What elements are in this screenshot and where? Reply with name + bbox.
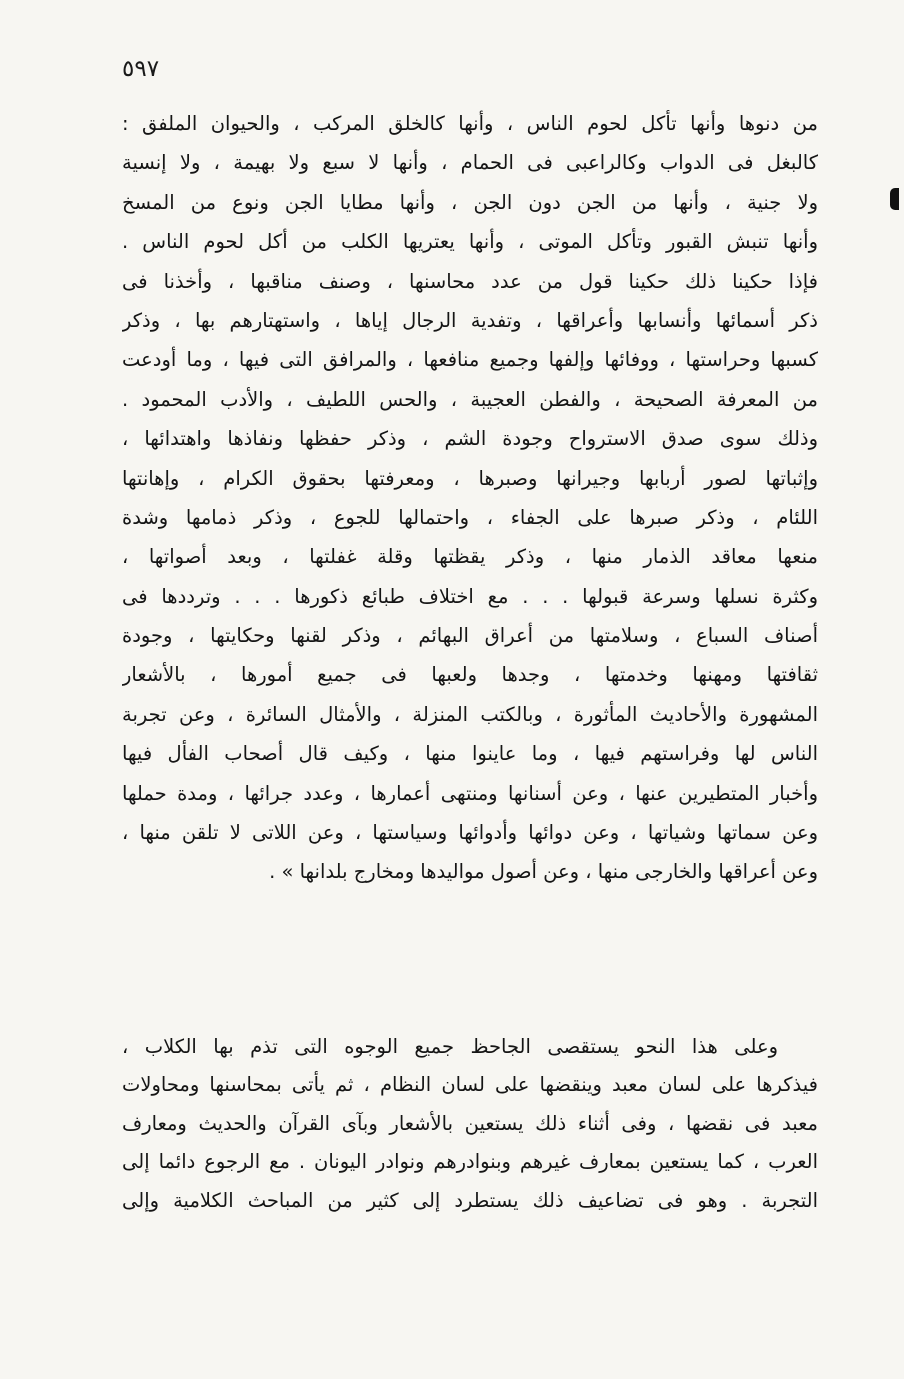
- text-line: وإثباتها لصور أربابها وجيرانها وصبرها ، ومعرفتها بحقوق الكرام ، وإهانتها: [122, 466, 818, 490]
- text-line: اللئام ، وذكر صبرها على الجفاء ، واحتمالها للجوع ، وذكر ذمامها وشدة: [122, 505, 818, 529]
- text-line: العرب ، كما يستعين بمعارف غيرهم وبنوادرهم ونوادر اليونان . مع الرجوع دائما إلى: [122, 1150, 818, 1174]
- text-line: منعها معاقد الذمار منها ، وذكر يقظتها وقلة غفلتها ، وبعد أصواتها ،: [122, 545, 818, 569]
- text-line: ذكر أسمائها وأنسابها وأعراقها ، وتفدية الرجال إياها ، واستهتارهم بها ، وذكر: [122, 308, 818, 332]
- text-line: وعن أعراقها والخارجى منها ، وعن أصول مواليدها ومخارج بلدانها » .: [269, 860, 818, 884]
- text-line: التجربة . وهو فى تضاعيف ذلك يستطرد إلى كثير من المباحث الكلامية وإلى: [122, 1188, 818, 1212]
- text-line: ولا جنية ، وأنها من الجن دون الجن ، وأنها مطايا الجن ونوع من المسخ: [122, 190, 818, 214]
- margin-ink-mark: [890, 188, 899, 210]
- paragraph-2: [122, 1028, 818, 1220]
- text-line: المشهورة والأحاديث المأثورة ، وبالكتب المنزلة ، والأمثال السائرة ، وعن تجربة: [122, 702, 818, 726]
- text-line: وعن سماتها وشياتها ، وعن دوائها وأدوائها وسياستها ، وعن اللاتى لا تلقن منها ،: [122, 821, 818, 845]
- text-line: ثقافتها ومهنها وخدمتها ، وجدها ولعبها فى جميع أمورها ، بالأشعار: [122, 663, 818, 687]
- text-line: وعلى هذا النحو يستقصى الجاحظ جميع الوجوه التى تذم بها الكلاب ،: [122, 1035, 778, 1058]
- text-line: كالبغل فى الدواب وكالراعبى فى الحمام ، وأنها لا سبع ولا بهيمة ، ولا إنسية: [122, 151, 818, 175]
- text-line: الناس لها وفراستهم فيها ، وما عاينوا منها ، وكيف قال أصحاب الفأل فيها: [122, 742, 818, 766]
- text-line: أصناف السباع ، وسلامتها من أعراق البهائم ، وذكر لقنها وحكايتها ، وجودة: [122, 624, 818, 648]
- text-line: فيذكرها على لسان معبد وينقضها على لسان النظام ، ثم يأتى بمحاسنها ومحاولات: [122, 1073, 818, 1097]
- text-line: وذلك سوى صدق الاسترواح وجودة الشم ، وذكر حفظها ونفاذها واهتدائها ،: [122, 427, 818, 451]
- text-line: فإذا حكينا ذلك حكينا قول من عدد محاسنها ، وصنف مناقبها ، وأخذنا فى: [122, 269, 818, 293]
- text-line: وكثرة نسلها وسرعة قبولها . . . مع اختلاف طبائع ذكورها . . . وترددها فى: [122, 584, 818, 608]
- text-line: وأنها تنبش القبور وتأكل الموتى ، وأنها يعتريها الكلب من أكل لحوم الناس .: [122, 230, 818, 254]
- text-line: من دنوها وأنها تأكل لحوم الناس ، وأنها كالخلق المركب ، والحيوان الملفق :: [122, 112, 818, 135]
- text-line: كسبها وحراستها ، ووفائها وإلفها وجميع منافعها ، والمرافق التى فيها ، وما أودعت: [122, 348, 818, 372]
- text-line: من المعرفة الصحيحة ، والفطن العجيبة ، والحس اللطيف ، والأدب المحمود .: [122, 387, 818, 411]
- text-line: وأخبار المتطيرين عنها ، وعن أسنانها ومنتهى أعمارها ، وعدد جرائها ، ومدة حملها: [122, 781, 818, 805]
- text-line: معبد فى نقضها ، وفى أثناء ذلك يستعين بالأشعار وبآى القرآن والحديث ومعارف: [122, 1111, 818, 1135]
- page-number: ٥٩٧: [122, 56, 160, 82]
- paragraph-1: [122, 104, 818, 892]
